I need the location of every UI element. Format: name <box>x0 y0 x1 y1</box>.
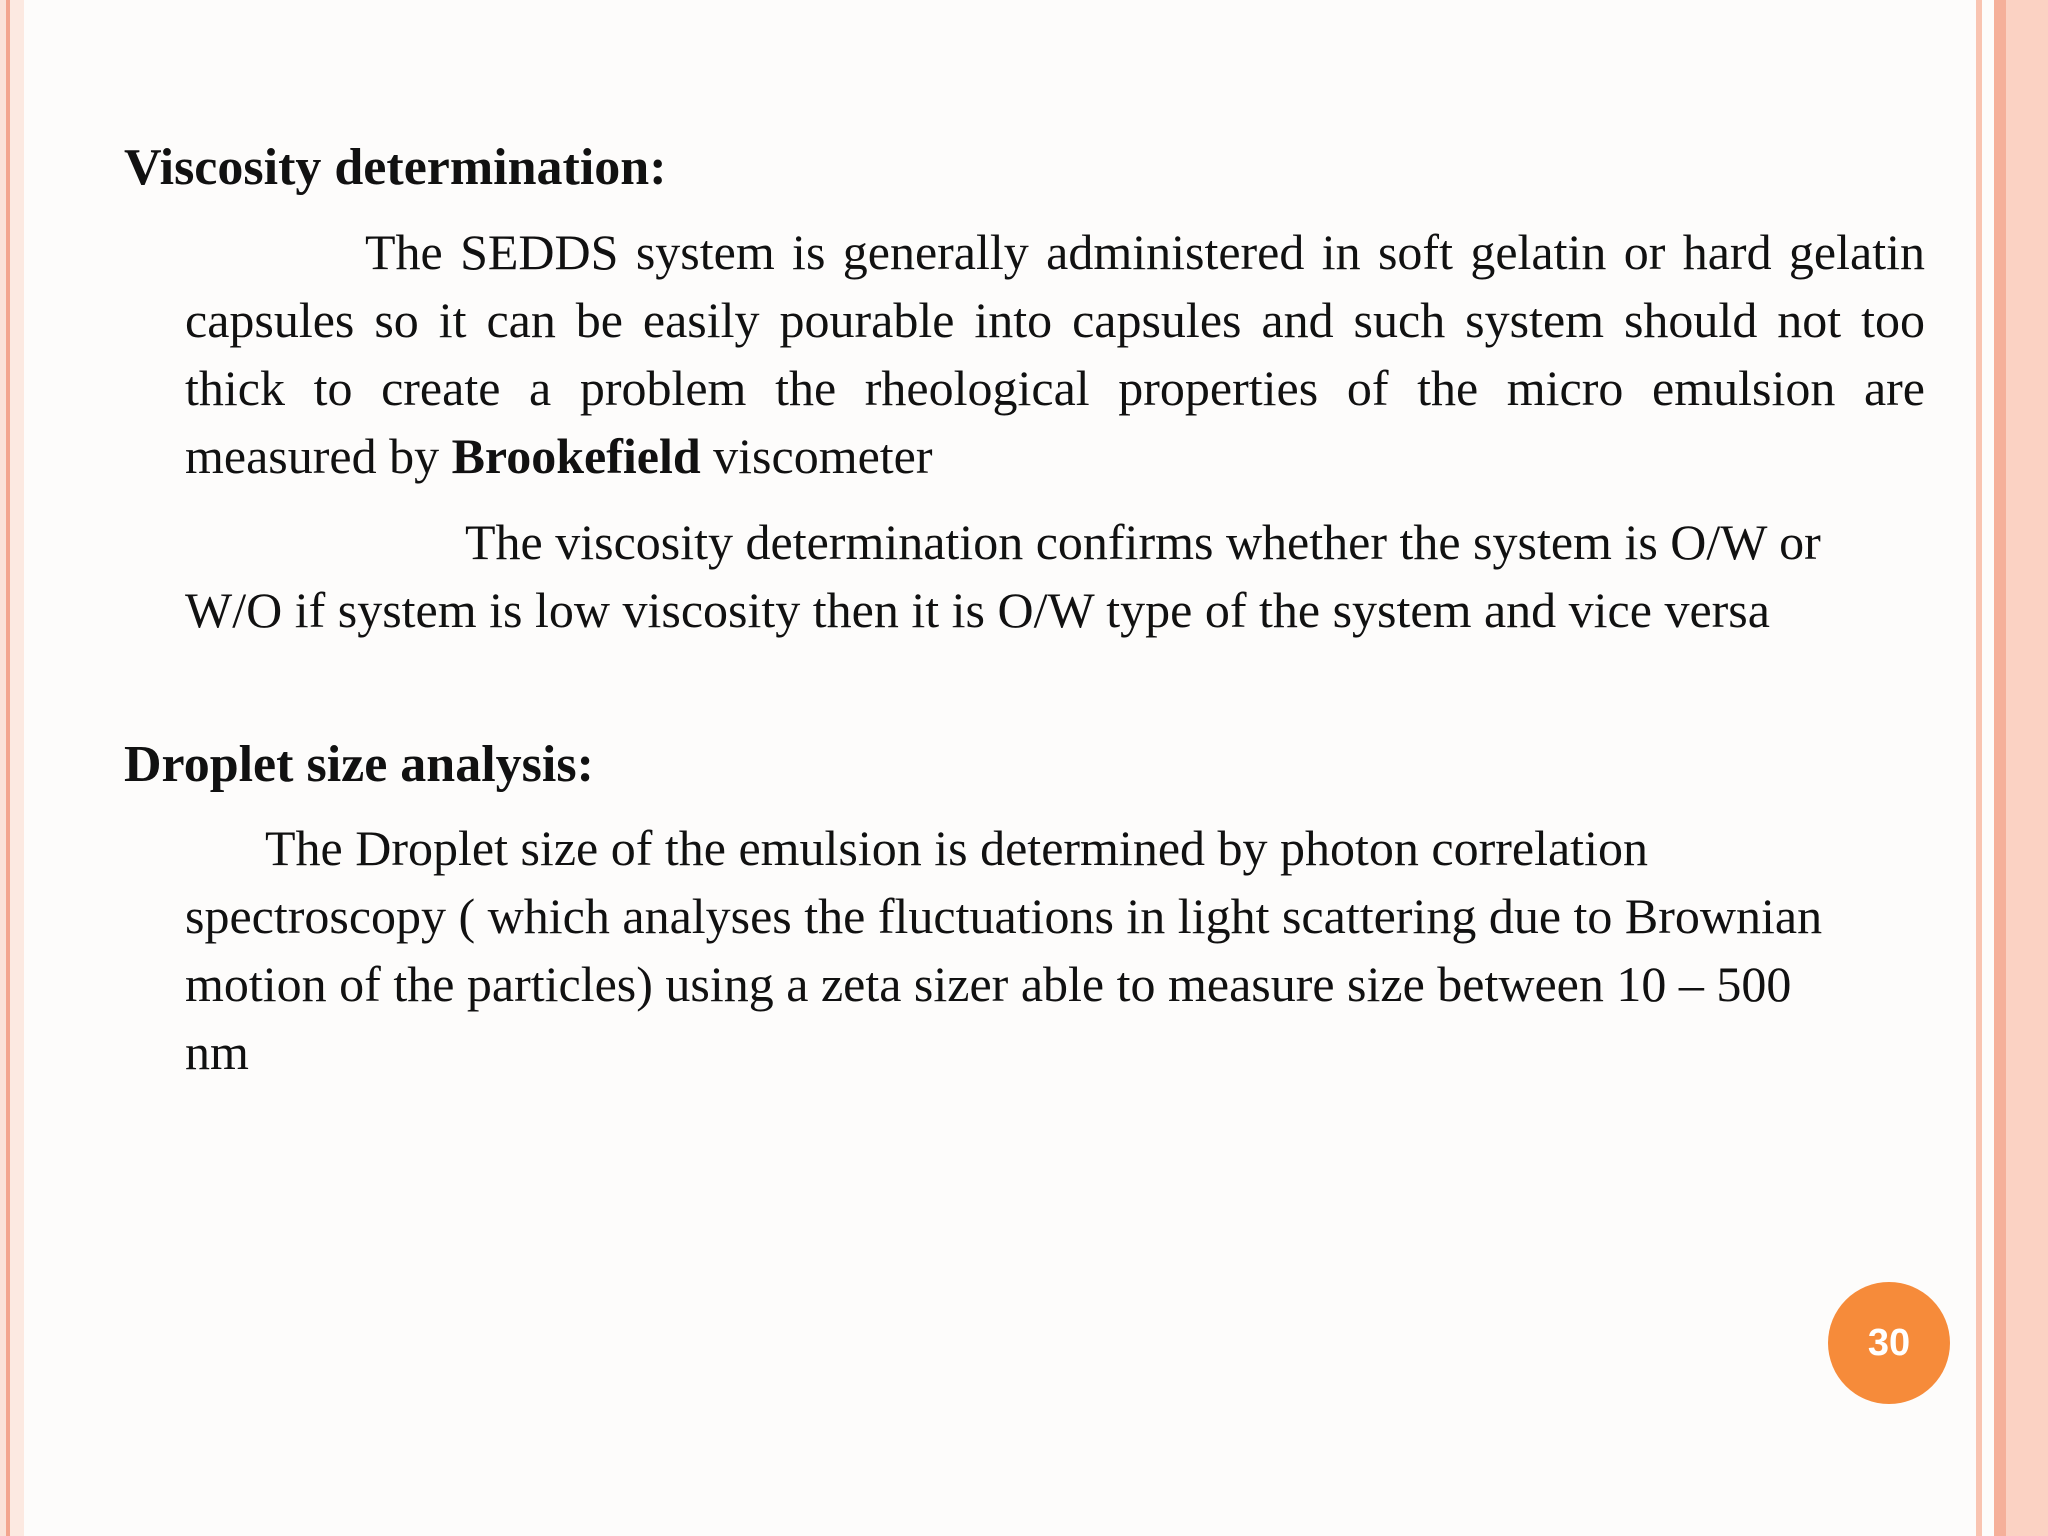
viscosity-paragraph-2: The viscosity determination confirms whether the system is O/W or W/O if system is low viscosity then it is O/W type of the system and vice versa <box>185 514 1821 638</box>
viscosity-paragraph-1 <box>185 218 1925 490</box>
page-number-badge: 30 <box>1828 1282 1950 1404</box>
viscosity-heading: Viscosity determination: <box>124 139 667 196</box>
viscosity-paragraph-1-text: The SEDDS system is generally administered in soft gelatin or hard gelatin capsules so it can be easily pourable into capsules and such system should not too thick to create a problem the rheological properties of the micro emulsion are measured by <box>185 224 1925 484</box>
droplet-paragraph: The Droplet size of the emulsion is determined by photon correlation spectroscopy ( which analyses the fluctuations in light scattering due to Brownian motion of the particles) using a zeta sizer able to measure size between 10 – 500 nm <box>185 820 1823 1080</box>
brookefield-term: Brookefield <box>451 428 701 484</box>
droplet-heading: Droplet size analysis: <box>124 736 594 793</box>
viscosity-paragraph-1-tail: viscometer <box>700 428 933 484</box>
